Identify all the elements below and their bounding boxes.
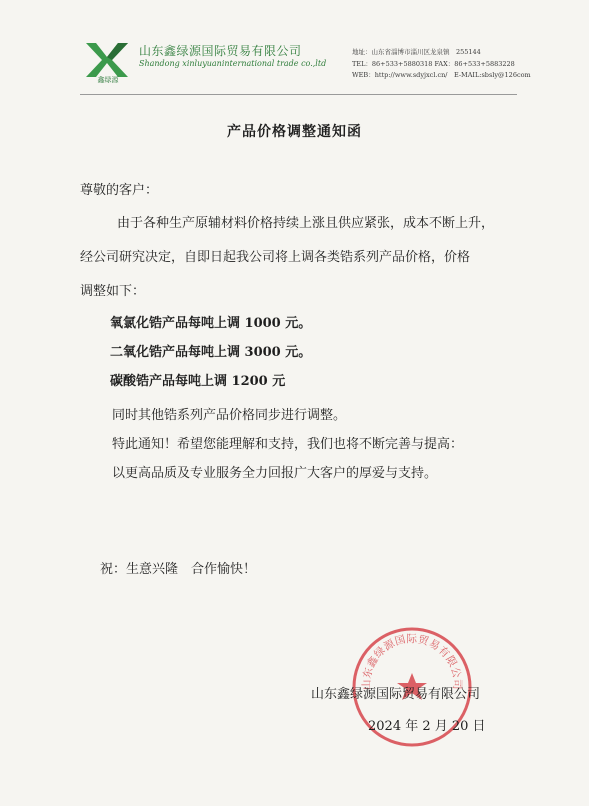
company-name-cn: 山东鑫绿源国际贸易有限公司 bbox=[139, 44, 302, 58]
closing-line: 同时其他锆系列产品价格同步进行调整。 bbox=[112, 408, 347, 423]
svg-text:山东鑫绿源国际贸易有限公司: 山东鑫绿源国际贸易有限公司 bbox=[360, 633, 464, 691]
letter-date: 2024 年 2 月 20 日 bbox=[368, 719, 486, 734]
logo-caption: 鑫绿源 bbox=[97, 76, 119, 84]
closing-line: 特此通知！希望您能理解和支持，我们也将不断完善与提高： bbox=[112, 437, 464, 452]
company-signature: 山东鑫绿源国际贸易有限公司 bbox=[311, 687, 481, 702]
paragraph-line: 由于各种生产原辅材料价格持续上涨且供应紧张，成本不断上升， bbox=[117, 216, 495, 231]
company-name-en: Shandong xinluyuaninternational trade co.,ltd bbox=[139, 59, 327, 68]
price-item: 氧氯化锆产品每吨上调 1000 元。 bbox=[110, 316, 312, 331]
header-divider bbox=[80, 94, 517, 95]
paragraph-line: 经公司研究决定，自即日起我公司将上调各类锆系列产品价格，价格 bbox=[80, 250, 471, 265]
closing-line: 以更高品质及专业服务全力回报广大客户的厚爱与支持。 bbox=[112, 466, 438, 481]
letter-title: 产品价格调整通知函 bbox=[227, 124, 362, 140]
address-line: 地址：山东省淄博市淄川区龙泉镇 255144 bbox=[352, 48, 481, 56]
price-item: 碳酸锆产品每吨上调 1200 元 bbox=[110, 374, 286, 389]
company-logo-icon bbox=[86, 43, 128, 77]
tel-fax-line: TEL：86+533+5880318 FAX：86+533+5883228 bbox=[352, 59, 515, 68]
web-email-line: WEB：http://www.sdyjxcl.cn/ E-MAIL:sbsly@126com bbox=[352, 71, 531, 79]
price-item: 二氧化锆产品每吨上调 3000 元。 bbox=[110, 345, 312, 360]
closing-wish: 祝：生意兴隆 合作愉快！ bbox=[100, 562, 257, 577]
paragraph-line: 调整如下： bbox=[80, 284, 146, 299]
contact-block bbox=[352, 47, 531, 82]
salutation: 尊敬的客户： bbox=[80, 183, 159, 198]
